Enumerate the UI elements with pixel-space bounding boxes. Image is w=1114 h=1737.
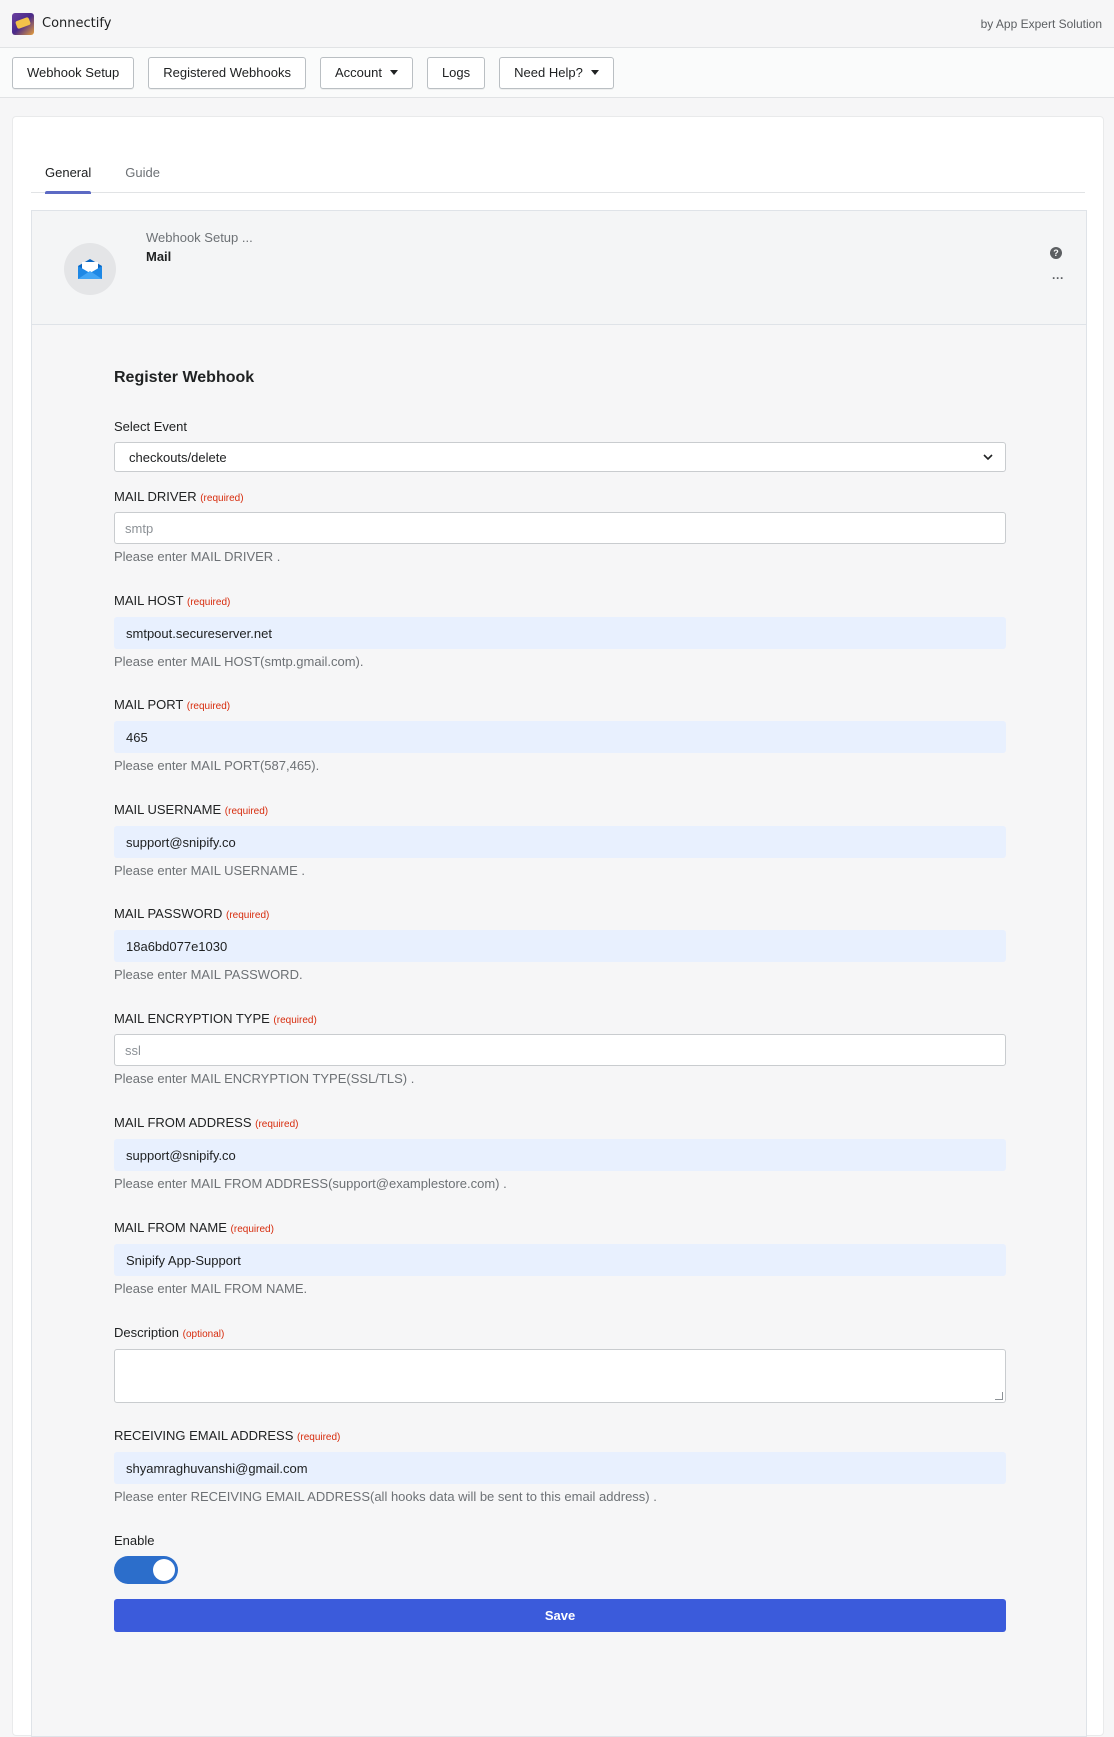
mail-from-address-hint: Please enter MAIL FROM ADDRESS(support@examplestore.com) .: [114, 1176, 507, 1191]
description-label-text: Description: [114, 1325, 180, 1340]
mail-username-label-text: MAIL USERNAME: [114, 802, 222, 817]
receiving-email-label: [114, 1428, 1006, 1446]
mail-password-hint: Please enter MAIL PASSWORD.: [114, 967, 303, 982]
mail-from-address-input[interactable]: support@snipify.co: [114, 1139, 1006, 1171]
mail-from-name-label: [114, 1220, 1006, 1238]
mail-host-label-text: MAIL HOST: [114, 593, 184, 608]
app-header: [32, 211, 1086, 325]
caret-down-icon: [591, 70, 599, 75]
required-tag: (required): [200, 493, 244, 504]
mail-port-hint: Please enter MAIL PORT(587,465).: [114, 758, 320, 773]
nav-logs-button[interactable]: [427, 57, 485, 89]
required-tag: (required): [273, 1015, 317, 1026]
optional-tag: (optional): [182, 1329, 225, 1340]
question-circle-icon[interactable]: ?: [1050, 247, 1062, 259]
register-webhook-form: [114, 369, 1006, 1632]
receiving-email-label-text: RECEIVING EMAIL ADDRESS: [114, 1428, 294, 1443]
required-tag: (required): [186, 701, 231, 712]
tab-general[interactable]: General: [45, 155, 91, 193]
mail-username-label: [114, 802, 1006, 820]
nav-bar: [0, 48, 1114, 98]
mail-encryption-label: [114, 1011, 1006, 1029]
mail-password-label-text: MAIL PASSWORD: [114, 906, 223, 921]
connectify-logo-icon: [12, 13, 34, 35]
mail-icon: [77, 258, 103, 280]
brand: [12, 13, 111, 35]
required-tag: (required): [225, 910, 270, 921]
nav-account-dropdown[interactable]: [320, 57, 413, 89]
mail-password-label: [114, 906, 1006, 924]
required-tag: (required): [255, 1119, 299, 1130]
enable-toggle[interactable]: [114, 1556, 178, 1584]
mail-driver-input[interactable]: smtp: [114, 512, 1006, 544]
mail-from-name-hint: Please enter MAIL FROM NAME.: [114, 1281, 308, 1296]
mail-port-label: [114, 697, 1006, 715]
receiving-email-input[interactable]: shyamraghuvanshi@gmail.com: [114, 1452, 1006, 1484]
vendor-credit: by App Expert Solution: [980, 16, 1102, 31]
nav-logs-label: Logs: [441, 65, 471, 80]
breadcrumb[interactable]: Webhook Setup ...: [146, 230, 253, 245]
resize-handle-icon[interactable]: [995, 1392, 1003, 1400]
select-event-dropdown[interactable]: [114, 442, 1006, 472]
mail-port-label-text: MAIL PORT: [114, 697, 184, 712]
mail-driver-hint: Please enter MAIL DRIVER .: [114, 549, 281, 564]
tab-guide[interactable]: Guide: [125, 165, 160, 180]
select-event-label: Select Event: [114, 419, 187, 434]
required-tag: (required): [224, 806, 269, 817]
mail-driver-label: [114, 489, 1006, 507]
caret-down-icon: [390, 70, 398, 75]
tab-bar: [31, 155, 1085, 193]
enable-label: Enable: [114, 1533, 155, 1548]
nav-registered-webhooks-label: Registered Webhooks: [163, 65, 291, 80]
mail-from-name-input[interactable]: Snipify App-Support: [114, 1244, 1006, 1276]
mail-from-name-label-text: MAIL FROM NAME: [114, 1220, 227, 1235]
nav-account-label: Account: [334, 65, 382, 80]
mail-from-address-label: [114, 1115, 1006, 1133]
mail-host-hint: Please enter MAIL HOST(smtp.gmail.com).: [114, 654, 364, 669]
top-bar: [0, 0, 1114, 48]
description-textarea[interactable]: [114, 1349, 1006, 1403]
mail-driver-label-text: MAIL DRIVER: [114, 489, 197, 504]
mail-username-input[interactable]: support@snipify.co: [114, 826, 1006, 858]
save-button[interactable]: Save: [114, 1599, 1006, 1632]
receiving-email-hint: Please enter RECEIVING EMAIL ADDRESS(all hooks data will be sent to this email address) .: [114, 1489, 657, 1504]
mail-encryption-input[interactable]: ssl: [114, 1034, 1006, 1066]
nav-webhook-setup-button[interactable]: [12, 57, 134, 89]
required-tag: (required): [297, 1432, 341, 1443]
mail-password-input[interactable]: 18a6bd077e1030: [114, 930, 1006, 962]
select-event-value: checkouts/delete: [129, 449, 227, 465]
mail-host-label: [114, 593, 1006, 611]
nav-webhook-setup-label: Webhook Setup: [27, 65, 120, 80]
app-name: Connectify: [42, 16, 112, 31]
mail-encryption-hint: Please enter MAIL ENCRYPTION TYPE(SSL/TLS) .: [114, 1071, 415, 1086]
mail-username-hint: Please enter MAIL USERNAME .: [114, 863, 305, 878]
webhook-panel: [31, 210, 1087, 1737]
chevron-down-icon: [983, 454, 993, 461]
main-card: [12, 116, 1104, 1736]
required-tag: (required): [230, 1224, 274, 1235]
mail-from-address-label-text: MAIL FROM ADDRESS: [114, 1115, 252, 1130]
form-heading: Register Webhook: [114, 369, 255, 386]
nav-need-help-label: Need Help?: [514, 65, 583, 80]
nav-registered-webhooks-button[interactable]: [148, 57, 306, 89]
page-title: Mail: [146, 249, 172, 264]
description-label: [114, 1325, 1006, 1343]
nav-need-help-dropdown[interactable]: [499, 57, 614, 89]
mail-port-input[interactable]: 465: [114, 721, 1006, 753]
required-tag: (required): [186, 597, 231, 608]
mail-host-input[interactable]: smtpout.secureserver.net: [114, 617, 1006, 649]
mail-app-icon: [64, 243, 116, 295]
mail-encryption-label-text: MAIL ENCRYPTION TYPE: [114, 1011, 270, 1026]
ellipsis-icon[interactable]: ···: [1052, 271, 1064, 285]
